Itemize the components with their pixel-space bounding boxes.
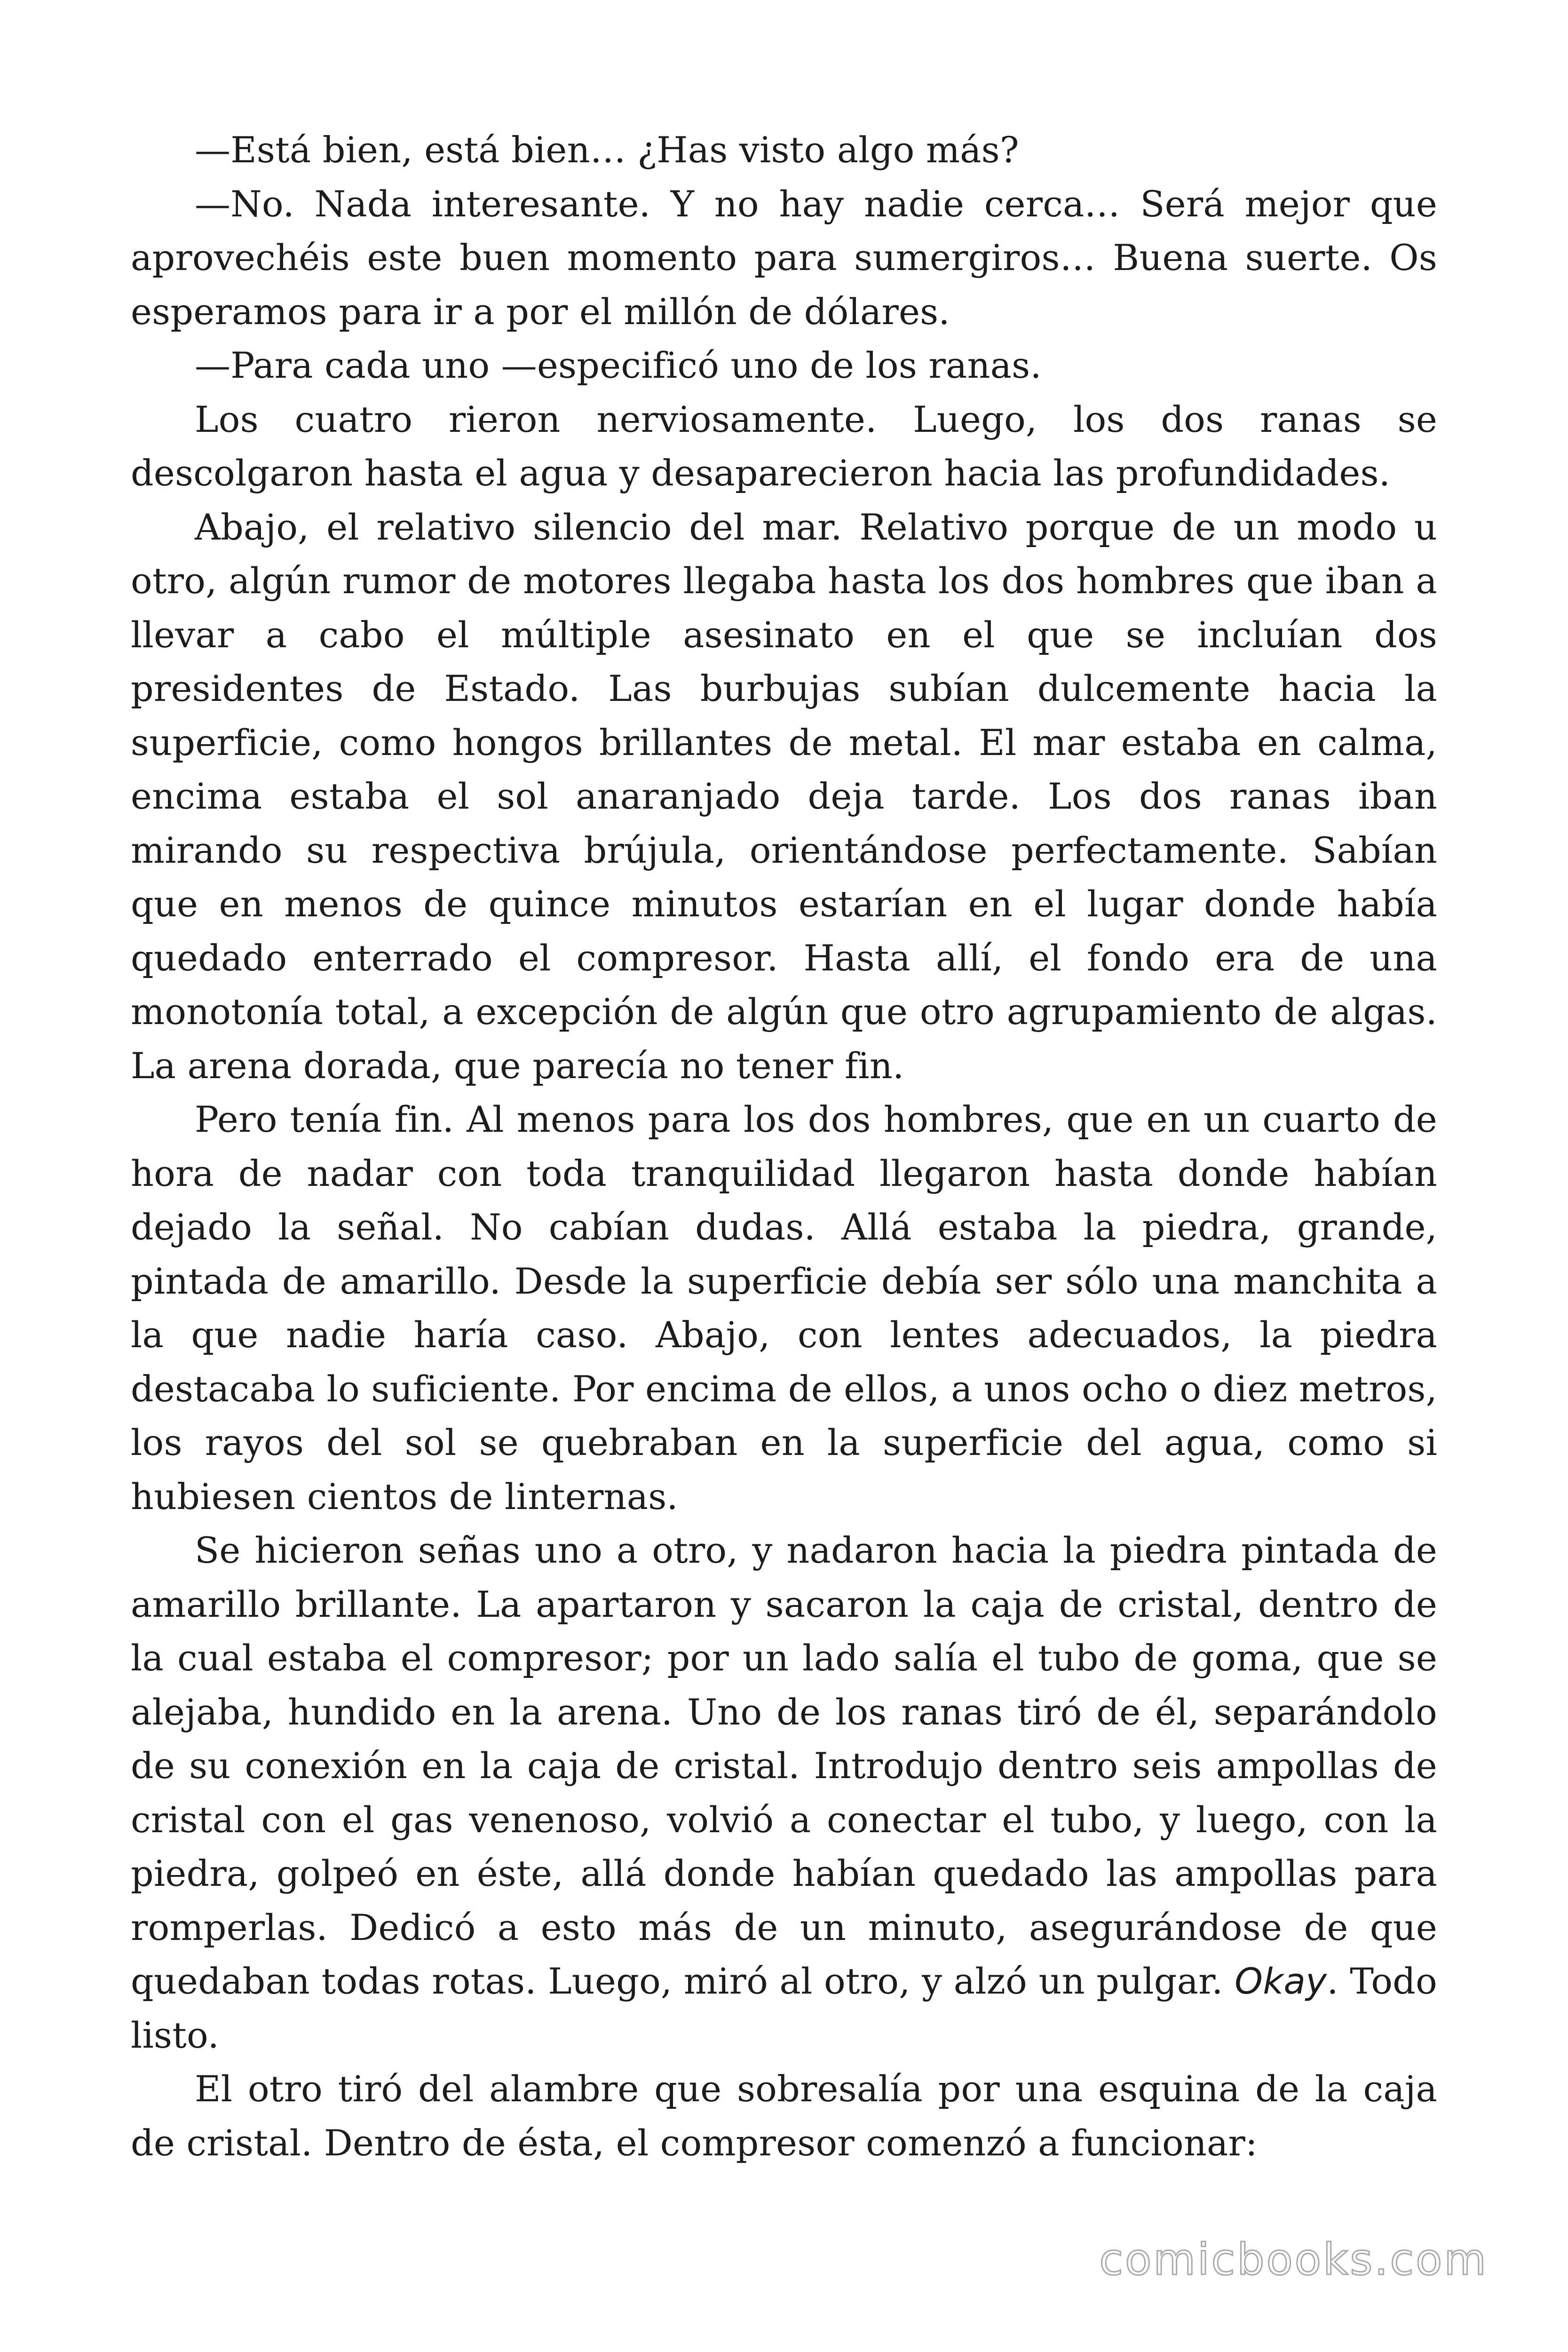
paragraph-3: —Para cada uno —especificó uno de los ranas. xyxy=(195,344,1042,386)
paragraph-1: —Está bien, está bien… ¿Has visto algo más? xyxy=(195,129,1019,171)
paragraph-8: El otro tiró del alambre que sobresalía por una esquina de la caja de cristal. Dentro de ésta, el compresor comenzó a funcionar: xyxy=(131,2068,1437,2164)
paragraph-4: Los cuatro rieron nerviosamente. Luego, los dos ranas se descolgaron hasta el agua y desaparecieron hacia las profundidades. xyxy=(131,398,1437,494)
paragraph-5: Abajo, el relativo silencio del mar. Relativo porque de un modo u otro, algún rumor de motores llegaba hasta los dos hombres que iban a llevar a cabo el múltiple asesinato en el que se incluían dos presidentes de Estado. Las burbujas subían dulcemente hacia la superficie, como hongos brillantes de metal. El mar estaba en calma, encima estaba el sol anaranjado deja tarde. Los dos ranas iban mirando su respectiva brújula, orientándose perfectamente. Sabían que en menos de quince minutos estarían en el lugar donde había quedado enterrado el compresor. Hasta allí, el fondo era de una monotonía total, a excepción de algún que otro agrupamiento de algas. La arena dorada, que parecía no tener fin. xyxy=(131,506,1437,1087)
paragraph-7-italic-word: Okay xyxy=(1235,1960,1327,2002)
paragraph-7 xyxy=(131,1524,1437,2062)
paragraph-6: Pero tenía fin. Al menos para los dos hombres, que en un cuarto de hora de nadar con toda tranquilidad llegaron hasta donde habían dejado la señal. No cabían dudas. Allá estaba la piedra, grande, pintada de amarillo. Desde la superficie debía ser sólo una manchita a la que nadie haría caso. Abajo, con lentes adecuados, la piedra destacaba lo suficiente. Por encima de ellos, a unos ocho o diez metros, los rayos del sol se quebraban en la superficie del agua, como si hubiesen cientos de linternas. xyxy=(131,1098,1437,1518)
paragraph-7-text-after: . Todo listo. xyxy=(131,1960,1437,2056)
paragraph-7-text-before: Se hicieron señas uno a otro, y nadaron hacia la piedra pintada de amarillo brillante. La apartaron y sacaron la caja de cristal, dentro de la cual estaba el compresor; por un lado salía el tubo de goma, que se alejaba, hundido en la arena. Uno de los ranas tiró de él, separándolo de su conexión en la caja de cristal. Introdujo dentro seis ampollas de cristal con el gas venenoso, volvió a conectar el tubo, y luego, con la piedra, golpeó en éste, allá donde habían quedado las ampollas para romperlas. Dedicó a esto más de un minuto, asegurándose de que quedaban todas rotas. Luego, miró al otro, y alzó un pulgar. xyxy=(131,1529,1437,2002)
book-page-text xyxy=(131,123,1437,2170)
watermark-logo: comicbooks.com xyxy=(1099,2234,1488,2285)
paragraph-2: —No. Nada interesante. Y no hay nadie cerca… Será mejor que aprovechéis este buen momento para sumergiros… Buena suerte. Os esperamos para ir a por el millón de dólares. xyxy=(131,183,1437,333)
